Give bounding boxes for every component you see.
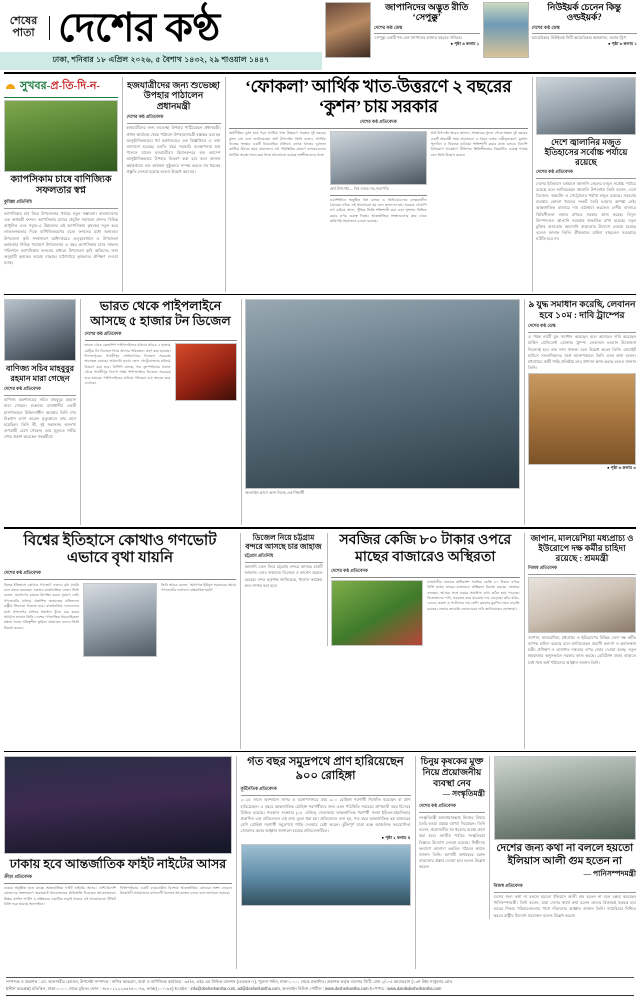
column-fight-night <box>4 756 232 969</box>
teaser-jump-ref[interactable]: ● পৃষ্ঠা ৬ কলাম ১ <box>608 41 637 47</box>
divider <box>127 123 221 124</box>
energy-adviser-image <box>536 77 636 135</box>
fight-night-text-2: ফিলিপাইনের একটি ব্যাকগ্রাউন্ড বিশেষে আন্তর্জাতিক যোদ্ধারা অংশ নেবেন। উদ্বোধনী আয়োজনে মাসব্যাপী বিশেষে আয়োজন চলবে বলে জানানো হয়েছে। <box>120 885 232 896</box>
divider <box>4 883 232 884</box>
column-divider <box>80 299 81 525</box>
masthead-teasers <box>322 0 640 72</box>
band-divider <box>4 751 636 753</box>
column-divider <box>240 533 241 749</box>
divider <box>245 562 323 563</box>
teaser-headline[interactable]: জাপানিদের অদ্ভুত রীতি ‘সেপুক্কু’ <box>385 2 469 23</box>
referendum-quote: তিনি আরও বলেন, ‘অধ্যাপক ইউনূস সরকারের সময়ে গণভোটের ফলাফল বাস্তবায়িত হয়নি’ <box>161 582 236 593</box>
fight-night-byline: ক্রীড়া প্রতিবেদক <box>4 874 32 880</box>
culture-byline: দেশের কণ্ঠ প্রতিবেদক <box>419 803 456 809</box>
divider <box>85 340 237 341</box>
column-sukhobor <box>4 77 118 292</box>
column-labor <box>528 533 636 749</box>
diesel-byline: দেশের কণ্ঠ প্রতিবেদক <box>84 330 122 336</box>
masthead <box>0 0 640 72</box>
diesel-photo-caption <box>175 402 237 406</box>
obituary-text: বাণিজ্য মন্ত্রণালয়ের সচিব মাহবুবুর রহমান মারা গেছেন। শুক্রবার রাজধানীর একটি হাসপাতালে চিকিৎসাধীন অবস্থায় তিনি শেষ নিঃশ্বাস ত্যাগ করেন। মৃত্যুকালে তার বয়স হয়েছিল। তিনি স্ত্রী, দুই সন্তানসহ অসংখ্য গুণগ্রাহী রেখে গেছেন। তার মৃত্যুতে গভীর শোক প্রকাশ করেছেন সহকর্মীরা। <box>4 397 76 440</box>
hajj-byline: দেশের কণ্ঠ প্রতিবেদক <box>126 113 164 119</box>
sun-icon <box>4 80 17 93</box>
column-market <box>245 533 520 749</box>
column-culture-ilias <box>419 756 636 969</box>
divider <box>4 579 236 580</box>
teaser-headline[interactable]: নিউইয়র্ক চেনেন কিন্তু ওল্ডইয়র্ক? <box>547 2 622 23</box>
band-bottom <box>0 754 640 969</box>
column-divider <box>122 77 123 292</box>
sukhobor-text: ক্যাপসিকাম চাষ নিয়ে উপজেলার পর্যায়ে নতুন সম্ভাবনা। বাংলাদেশের এক অর্থকরী ফসল। ক্যাপসিকাম চাষের প্রযুক্তি সহায়তা প্রদান। বিভিন্ন আধুনিক এবং সবুজ-এ উন্নয়নের এই ক্যাপসিকাম কৃষকের নতুন করে লাভজনকতার দিকে বাণিজ্যিকরণের মতো ফসলের মধ্যে অন্যতম। উপজেলা কৃষি সম্প্রসারণ অধিদপ্তরের তত্ত্বাবধানে ও উপজেলা কর্মকর্তার নিবিড় পরামর্শে উপজেলার এ বছর ক্যাপসিকাম চাষে সাফল্য পরিদর্শনে ক্যাপসিকাম ফলনের মাধ্যমে উপজেলা কৃষি অফিসের তথ্য অনুযায়ী কৃষকের আগ্রহ বাড়ছে। মাঠপর্যায়ে কৃষকদের প্রশিক্ষণ দেওয়া হচ্ছে। <box>4 210 118 266</box>
energy-text: দেশের ইতিহাসে বর্তমানে জ্বালানি তেলের মজুত সর্বোচ্চ পর্যায়ে রয়েছে বলে জানিয়েছেন জ্বালানি উপদেষ্টা। তিনি বলেন, দেশে ডিজেল, অকটেন ও পেট্রোলের পর্যাপ্ত মজুত রয়েছে। সরবরাহ ব্যবস্থায় কোনো ধরনের সংকট তৈরি হওয়ার আশঙ্কা নেই। আন্তর্জাতিক বাজারে দাম ওঠানামা করলেও দেশীয় বাজারে স্থিতিশীলতা বজায় রাখতে সরকার কাজ করছে। বিদ্যুৎ উৎপাদনেও জ্বালানি সরবরাহ স্বাভাবিক রাখা হয়েছে। নতুন চুক্তির আওতায় আমদানি বাড়ানোর উদ্যোগ নেওয়া হয়েছে বলেও জানান তিনি। গ্রীষ্মকালে চাহিদা বাড়লেও সরবরাহে ঘাটতি হবে না। <box>536 180 636 242</box>
divider <box>374 33 480 34</box>
referendum-byline: দেশের কণ্ঠ প্রতিবেদক <box>4 570 41 576</box>
sukhobor-headline[interactable]: ক্যাপসিকাম চাষে বাণিজ্যিক সফলতার স্বপ্ন <box>10 174 112 196</box>
teaser-text: ‘সেপুক্কু’ একটি শব্দ যেন জাপানের হাজার বছরের ঐতিহ্যে <box>374 35 462 41</box>
portrait-caption: অর্থ উপদেষ্টা— বিশ্ব ব্যাংক সহ-সভাপতি <box>329 187 389 192</box>
teaser-jump-ref[interactable]: ● পৃষ্ঠা ৬ কলাম ১ <box>450 41 480 47</box>
divider <box>532 33 638 34</box>
divider <box>494 892 637 893</box>
divider <box>331 577 520 578</box>
sepukku-thumbnail-image <box>325 2 371 58</box>
newyork-thumbnail-image <box>483 2 529 58</box>
band-divider <box>4 527 636 529</box>
divider <box>419 812 485 813</box>
ilias-headline[interactable]: দেশের জন্য কথা না বললে হয়তো ইলিয়াস আলী গুম হতেন না <box>496 843 634 867</box>
band-divider <box>4 294 636 296</box>
main-headline[interactable]: ‘ফোকলা’ আর্থিক খাত-উত্তরণে ২ বছরের ‘কুশন’ চায় সরকার <box>245 76 512 116</box>
diesel-headline[interactable]: ভারত থেকে পাইপলাইনে আসছে ৫ হাজার টন ডিজেল <box>90 299 231 328</box>
divider <box>229 128 528 129</box>
footer-top-rule <box>6 977 634 978</box>
trump-byline: দেশের কণ্ঠ ডেস্ক <box>528 322 556 328</box>
culture-attribution: — সংস্কৃতিমন্ত্রী <box>442 789 485 799</box>
divider <box>241 795 411 796</box>
column-main-story <box>229 77 528 292</box>
divider <box>4 208 118 209</box>
main-byline: দেশের কণ্ঠ প্রতিবেদক <box>359 118 397 124</box>
trump-headline[interactable]: ৯ যুদ্ধ সমাধান করেছি, লেবানন হবে ১০ম : দাবি ট্রাম্পের <box>528 299 636 320</box>
obituary-byline: দেশের কণ্ঠ প্রতিবেদক <box>4 385 41 391</box>
main-text-col-2 <box>330 131 427 224</box>
labor-text: জাপান, মালয়েশিয়া, মধ্যপ্রাচ্য ও ইউরোপের বিভিন্ন দেশে দক্ষ কর্মীর ব্যাপক চাহিদা রয়েছে বলে জানিয়েছেন প্রবাসী কল্যাণ ও কর্মসংস্থান মন্ত্রী। প্রশিক্ষণ ও ভাষাগত দক্ষতার ওপর জোর দেওয়া হচ্ছে। নতুন শ্রমবাজার অনুসন্ধানে সরকার কাজ করছে। রেমিট্যান্স প্রবাহ বাড়াতে বৈধ পথে অর্থ পাঠানোর আহ্বান জানান তিনি। <box>528 634 636 665</box>
column-divider <box>225 77 226 292</box>
newspaper-title: দেশের কণ্ঠ <box>58 5 220 50</box>
fight-night-headline[interactable]: ঢাকায় হবে আন্তর্জাতিক ফাইট নাইটের আসর <box>9 857 227 872</box>
column-divider <box>241 299 242 525</box>
sukhobor-byline: কুমিল্লা প্রতিনিধি <box>4 199 32 205</box>
column-divider <box>415 756 416 969</box>
masthead-flag <box>0 0 322 52</box>
diesel-ships-sidebar <box>245 533 323 646</box>
band-second <box>0 297 640 525</box>
culture-headline[interactable]: চিনুয় কৃষকের মুক্ত নিয়ে প্রয়োজনীয় ব্যবস্থা নেব <box>420 756 484 789</box>
column-diesel <box>85 299 237 525</box>
fight-night-stage-image <box>4 756 232 854</box>
press-conference-image <box>494 756 637 840</box>
column-hajj <box>127 77 221 292</box>
labor-headline[interactable]: জাপান, মালয়েশিয়া মধ্যপ্রাচ্য ও ইউরোপে দক্ষ কর্মীর চাহিদা রয়েছে : শ্রমমন্ত্রী <box>530 532 634 564</box>
main-text: অর্থ উপদেষ্টা আরও জানান, সংস্কারের সুফল পেতে অন্তত দুই বছরের একটি অন্তর্বর্তী সময় প্রয়োজন। এ সময়ে ব্যাংক একীভূতকরণ, মূলধন পুনর্গঠন ও নিয়ন্ত্রক কাঠামো শক্তিশালী করার কাজ চলবে। বিদেশি বিনিয়োগ আকর্ষণে নীতিগত স্থিতিশীলতার বিষয়টিও গুরুত্ব পাচ্ছে বলে তিনি উল্লেখ করেন। <box>430 131 528 157</box>
teaser-byline: দেশের কণ্ঠ ডেস্ক <box>374 24 403 30</box>
divider <box>528 332 636 333</box>
column-obituary <box>4 299 76 525</box>
divider <box>330 195 427 196</box>
column-divider <box>489 756 490 918</box>
column-rohingya <box>241 756 411 969</box>
teaser-newyork[interactable] <box>483 2 638 72</box>
footer-bottom-rule <box>6 995 634 996</box>
ilias-attribution: — পানিসম্পদমন্ত্রী <box>583 868 636 878</box>
fuel-pipeline-image <box>175 343 237 401</box>
trump-text: এ পর্যন্ত নয়টি যুদ্ধ সমাধান করেছেন বলে আবারও দাবি করেছেন মার্কিন প্রেসিডেন্ট ডোনাল্ড ট্রাম্প। লেবাননে চলমান উত্তেজনা নিরসনই হবে তার দশম সাফল্য বলে উল্লেখ করেন তিনি। হোয়াইট হাউসে সাংবাদিকদের সঙ্গে আলাপকালে তিনি এসব কথা বলেন। মধ্যপ্রাচ্যে স্থায়ী শান্তি প্রতিষ্ঠায় তার প্রশাসন কাজ করছে বলেও জানান তিনি। <box>528 334 636 371</box>
market-text: রাজধানীর বাজারে অধিকাংশ সবজির কেজি ৮০ টাকার ওপরে বিক্রি হচ্ছে। মাছের বাজারেও অস্থিরতা বিরাজ করছে। ক্রেতারা বলছেন, আয়ের সঙ্গে ব্যয়ের সামঞ্জস্য রাখা কঠিন হয়ে পড়েছে। বিক্রেতাদের দাবি, সরবরাহ কমে যাওয়ায় দাম বেড়েছে। কাঁচা মরিচ, বেগুন, করলা ও পটোলের দাম বেশি। ব্রয়লার মুরগির দামও বাড়তি রয়েছে। বাজার তদারকি জোরদারের দাবি জানিয়েছেন ভোক্তারা। <box>427 579 520 611</box>
ships-headline[interactable]: ডিজেল নিয়ে চট্টগ্রাম বন্দরে আসছে চার জাহাজ <box>245 532 322 551</box>
main-story-columns <box>229 131 528 224</box>
column-trump <box>528 299 636 525</box>
footer-imprint-line-1: সম্পাদক ও প্রকাশক : মো. আনসারীর হোসেন, উপদেষ্টা সম্পাদক : নাসির আহমেদ, বার্তা ও বাণিজ্যিক কার্যালয় : ৬৫/এ, এইচ এম সিদ্দিক ম্যানশন (লেভেল-৭), পুরানা পল্টন, ঢাকা-১০০০ থেকে প্রকাশিত। প্রকাশক কর্তৃক ব্যবসার সিটি: প্রেস ২/১-এ আরামবাগ (১৩শ উইং সার্কুলার রোড <box>6 979 453 985</box>
sukhobor-brand-red: প্র-তি-দি-ন- <box>50 79 101 92</box>
diesel-text: ভারত থেকে ফ্রেন্ডশিপ পাইপলাইনের মাধ্যমে আরও ৫ হাজার মেট্রিক টন ডিজেল নিয়ে আসার পরিকল্পনা গ্রহণ করা হয়েছে। দিনাজপুরের পার্বতীপুর শোধনাগারে ডিজেল সরবরাহ অব্যাহত রয়েছে। আমদানি হওয়া তেল পেট্রোবাংলার মাধ্যমে বিতরণ করা হবে। বিপিসি বলছে, গত বৃহস্পতিবার সকাল থেকে পার্বতীপুর ডিপো পর্যন্ত পাইপলাইনে ডিজেল সরবরাহ শুরু হয়েছে। পাইপলাইনের মাধ্যমে পরিবহন ব্যয় অনেক কমে এসেছে। <box>84 343 171 385</box>
market-headline[interactable]: সবজির কেজি ৮০ টাকার ওপরে মাছের বাজারেও অস্থিরতা <box>339 532 512 565</box>
divider <box>528 574 636 575</box>
teaser-byline: দেশের কণ্ঠ ডেস্ক <box>531 24 560 30</box>
trump-jump-ref[interactable]: ● পৃষ্ঠা ৬ কলাম ৩ <box>606 465 636 471</box>
rohingya-jump-ref[interactable]: ● পৃষ্ঠা ২ কলাম ৪ <box>381 834 411 840</box>
sukhobor-brand-green: সুখবর- <box>20 79 51 92</box>
rohingya-headline[interactable]: গত বছর সমুদ্রপথে প্রাণ হারিয়েছেন ৯০০ রোহিঙ্গা <box>247 756 404 783</box>
teaser-text: আমেরিকার নিউইয়র্ক সিটি আমেরিকার অঙ্গরাজ্য, ওয়ান ট্রিপ <box>531 35 627 41</box>
speaker-portrait-image <box>83 583 157 657</box>
column-referendum <box>4 533 236 749</box>
poultry-image <box>528 577 636 633</box>
feature-photo-caption: অনলাইন ক্লাসে অংশ নিচ্ছে এক শিক্ষার্থী <box>245 491 305 496</box>
capsicum-field-image <box>4 100 118 172</box>
column-divider <box>327 533 328 646</box>
column-energy <box>536 77 636 292</box>
hajj-text: হজযাত্রীদের জন্য শুভেচ্ছা উপহার পাঠিয়েছেন প্রধানমন্ত্রী। প্রধান কার্যালয় থেকে পাঠানো উপহারসামগ্রী হস্তান্তর করা হয় আনুষ্ঠানিকভাবে। ধর্ম মন্ত্রণালয়ের এক বিজ্ঞপ্তিতে এ তথ্য জানানো হয়েছে। চলতি বছর সরকারি ব্যবস্থাপনায় হজ পালনে যাবেন হজযাত্রীরা। বিমানবন্দরে হজ ক্যাম্পে আনুষ্ঠানিকভাবে উপহার বিতরণ করা হবে বলে জানান কর্মকর্তারা। হজ কার্যক্রম সুষ্ঠুভাবে সম্পন্ন করতে সব ধরনের প্রস্তুতি নেওয়া হয়েছে বলেও উল্লেখ করা হয়। <box>126 125 221 174</box>
hajj-headline[interactable]: হজযাত্রীদের জন্য শুভেচ্ছা উপহার পাঠালেন প্রধানমন্ত্রী <box>127 79 220 112</box>
ships-byline: চট্টগ্রাম প্রতিনিধি <box>244 552 274 558</box>
ilias-text: দেশের জন্য কথা না বললে হয়তো ইলিয়াস আলী গুম হতেন না বলে মন্তব্য করেছেন পানিসম্পদমন্ত্রী। তিনি বলেন, যারা দেশের স্বার্থে কথা বলেন তাদের বিরুদ্ধেই ষড়যন্ত্র হয়। গুমের শিকার পরিবারগুলোর পাশে দাঁড়ানোর আহ্বান জানান তিনি। ন্যায়বিচার নিশ্চিত করতে রাষ্ট্রীয় উদ্যোগ প্রয়োজন বলেও উল্লেখ করেন। <box>493 894 636 918</box>
referendum-text: বিশ্বের ইতিহাসে কোথাও গণভোট এভাবে বৃথা যায়নি বলে মন্তব্য করেছেন একজন রাজনৈতিক নেতা। তিনি বলেন, জনগণের রায়কে উপেক্ষা করার সুযোগ নেই। গণভোটের মাধ্যমে প্রকাশিত জনমতের প্রতিফলন রাষ্ট্রীয় সিদ্ধান্তে থাকতে হবে। রাজনৈতিক দলগুলোর মধ্যে সংলাপের মাধ্যমে সমাধান খুঁজে বের করার আহ্বান জানান তিনি। দেশের গণতান্ত্রিক ধারাবাহিকতা রক্ষায় সবার দায়িত্বশীল ভূমিকা প্রয়োজন বলেও তিনি উল্লেখ করেন। <box>4 582 79 630</box>
band-third <box>0 531 640 749</box>
ships-text: জ্বালানি তেল নিয়ে চট্টগ্রাম বন্দরে আসছে চারটি জাহাজ। এসব জাহাজে ডিজেল ও ফার্নেস অয়েল রয়েছে। বন্দর কর্তৃপক্ষ জানিয়েছে, খালাস কার্যক্রম দ্রুত সম্পন্ন করা হবে। <box>244 564 323 588</box>
masthead-brand-block <box>0 0 322 72</box>
online-class-student-image <box>245 299 520 489</box>
obituary-headline[interactable]: বাণিজ্য সচিব মাহবুবুর রহমান মারা গেছেন <box>6 364 74 383</box>
refugee-boat-image <box>241 844 411 906</box>
fight-night-text: ঢাকায় অনুষ্ঠিত হতে যাচ্ছে আন্তর্জাতিক ফাইট নাইটের আসর। দেশি-বিদেশি যোদ্ধাদের অংশগ্রহণে জমজমাট আয়োজনের প্রতিশ্রুতি দিয়েছেন আয়োজকরা। মিক্সড মার্শাল আর্টস ও বক্সিংয়ের একাধিক লড়াই থাকবে এই আয়োজনে। টিকিট বিক্রি শুরু হয়েছে অনলাইনে। <box>4 885 116 907</box>
obituary-portrait-image <box>4 299 76 361</box>
main-text: ওয়াশিংটনে অনুষ্ঠিত বিশ্ব ব্যাংক ও আইএমএফের বসন্তকালীন বৈঠকের ফাঁকে এই আলোচনা হয় বলে জানানো হয়। সরকার খেলাপি ঋণ কমিয়ে আনা, পুঁজির ভিত্তি শক্তিশালী করা এবং সুশাসন নিশ্চিত করার ওপর গুরুত্ব দিচ্ছে। আন্তর্জাতিক সংস্থাগুলোর কাছ থেকে কারিগরি সহায়তাও চাওয়া হয়েছে। <box>329 197 427 224</box>
teaser-sepukku[interactable] <box>325 2 480 72</box>
divider <box>4 395 76 396</box>
sukhobor-banner <box>4 77 118 98</box>
vegetable-market-image <box>331 580 423 646</box>
adviser-portrait-image <box>330 131 427 185</box>
energy-headline[interactable]: দেশে জ্বালানির মজুত ইতিহাসের সর্বোচ্চ পর্যায়ে রয়েছে <box>544 136 628 167</box>
rohingya-byline: কূটনৈতিক প্রতিবেদক <box>240 785 277 791</box>
divider <box>536 178 636 179</box>
band-top <box>0 74 640 292</box>
column-divider <box>532 77 533 292</box>
flag-tag-label: শেষের পাতা <box>4 16 50 39</box>
market-byline: দেশের কণ্ঠ প্রতিবেদক <box>331 568 368 574</box>
column-feature-photo <box>245 299 520 525</box>
energy-byline: দেশের কণ্ঠ প্রতিবেদক <box>536 169 573 175</box>
culture-text: সংস্কৃতিমন্ত্রী আনোয়ারুল্লাহ নিজের বিষয়ে তৈরি হওয়া প্রশ্নের ব্যাখ্যা দিয়েছেন। তিনি বলেন, প্রয়োজনীয় সব ধরনের ব্যবস্থা গ্রহণ করা হবে। জাতীয় পর্যায়ে সংস্কৃতিচর্চা বিস্তারে উদ্যোগ নেওয়া হয়েছে। শিল্পীদের কল্যাণে আলাদা তহবিল গঠনের কথাও জানান তিনি। আগামী অর্থবছরে বরাদ্দ বাড়ানোর প্রস্তাব দেওয়া হবে বলেও উল্লেখ করেন। <box>419 814 485 870</box>
referendum-headline[interactable]: বিশ্বের ইতিহাসে কোথাও গণভোট এভাবে বৃথা যায়নি <box>23 532 217 567</box>
rohingya-text: ২০২৫ সালে আন্দামান সাগর ও বঙ্গোপসাগরে প্রায় ৯০০ রোহিঙ্গা শরণার্থী নিখোঁজ হয়েছেন বা প্রাণ হারিয়েছেন। এ বছরে আন্তর্জাতিক রোহিঙ্গা শরণার্থীদের জন্য এমন পরিস্থিতি সবচেয়ে প্রাণঘাতী বছর হিসেবে চিহ্নিত হয়েছে। গতকাল শুক্রবার (১৮ এপ্রিল) জেনেভায় আন্তর্জাতিক শরণার্থী সংস্থা ইউএনএইচসিআর প্রকাশিত এক প্রতিবেদনে এই তথ্য তুলে ধরা হয়। প্রতিবেদনে বলা হয়, গত বছর আন্তর্জাতিক ছয় হাজারের বেশি রোহিঙ্গা শরণার্থী সমুদ্রপথে পাড়ি দেওয়ার চেষ্টা করেন। ঝুঁকিপূর্ণ যাত্রা বন্ধে আঞ্চলিক সহযোগিতা জোরদার করার আহ্বান জানানো হয়েছে প্রতিবেদনটিতে। <box>240 797 411 834</box>
main-text-col-1 <box>229 131 326 224</box>
footer-imprint-line-2: ইস্টার্ন কমপ্লেক্স) মতিঝিল, ঢাকা-১০০০ থেকে মুদ্রিত। ফোন : +৮৮০২২২২৩৩৪৪০০৭৬, ফ্যাক্স:(০০-১৬৪) ই-মেইল : info@desherkantha.com, ad@desherkantha.com, অনলাইন নিউজ পোর্টাল : www.desherkantha.com ই-পেপার : www.dainikdesherkantha.com <box>6 986 442 992</box>
wooden-texture-image <box>528 373 636 465</box>
labor-byline: নিজস্ব প্রতিবেদক <box>528 565 558 571</box>
dateline-bar: ঢাকা, শনিবার ১৮ এপ্রিল ২০২৬, ৫ বৈশাখ ১৪৩২, ২৯ শাওয়াল ১৪৪৭ <box>0 52 322 70</box>
column-divider <box>524 299 525 525</box>
ilias-byline: নিজস্ব প্রতিবেদক <box>493 882 523 888</box>
page-footer <box>0 977 640 999</box>
column-divider <box>524 533 525 749</box>
main-text: অর্থনীতির দুর্বল হয়ে পড়া আর্থিক খাত উত্তরণে সরকার দুই বছরের কুশন চায় বলে জানিয়েছেন অর্থ উপদেষ্টা। তিনি বলেন, আর্থিক খাতের সংস্কার একটি ধারাবাহিক প্রক্রিয়া। ব্যাংক খাতের দুর্বলতা কাটিয়ে উঠতে সময় প্রয়োজন। এই পরিস্থিতির কারণে ব্যাংকগুলোর আর্থিক অবস্থা সবল করা নিয়ে আলোচনা হয়েছে অংশীজনদের সঙ্গে। <box>229 131 326 157</box>
main-text-col-3 <box>431 131 528 224</box>
column-divider <box>236 756 237 969</box>
